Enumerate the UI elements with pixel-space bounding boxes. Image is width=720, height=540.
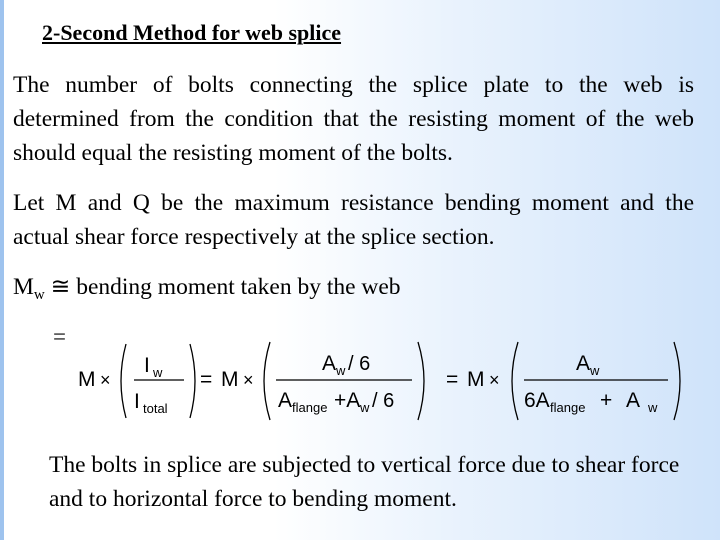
formula-slash-six-2: / 6 bbox=[372, 390, 395, 412]
mw-subscript: w bbox=[33, 287, 45, 303]
formula-plus-3: + bbox=[600, 389, 613, 412]
slide-left-border bbox=[0, 0, 4, 540]
formula-sub-flange-3: flange bbox=[550, 400, 586, 415]
paragraph-bolt-forces: The bolts in splice are subjected to vertical force due to shear force and to horizontal force to bending moment. bbox=[49, 452, 680, 512]
formula-i-den: I bbox=[134, 390, 140, 413]
formula-sub-w-5: w bbox=[648, 400, 658, 415]
formula-sub-w-3: w bbox=[360, 400, 370, 415]
paragraph-moment-shear: Let M and Q be the maximum resistance bending moment and the actual shear force respectively at the splice section. bbox=[13, 190, 694, 250]
formula-paren-right-3 bbox=[674, 342, 680, 420]
mw-description: bending moment taken by the web bbox=[76, 274, 401, 300]
formula-a-den-3: A bbox=[626, 389, 641, 412]
formula-m-2: M bbox=[221, 368, 239, 391]
formula-sub-flange-2: flange bbox=[292, 400, 328, 415]
formula-paren-right-2 bbox=[418, 342, 424, 420]
mw-symbol: M bbox=[13, 274, 34, 300]
formula-equals-2: = bbox=[446, 368, 459, 391]
formula-times-1: × bbox=[100, 370, 111, 390]
equals-sign: = bbox=[53, 324, 66, 349]
formula-slash-six-1: / 6 bbox=[348, 353, 371, 375]
formula-a-den-flange-2: A bbox=[278, 389, 293, 412]
slide-title: 2-Second Method for web splice bbox=[42, 20, 342, 45]
formula-paren-left-3 bbox=[512, 342, 518, 420]
formula-paren-right-1 bbox=[190, 344, 195, 418]
web-moment-formula bbox=[70, 338, 695, 424]
formula-plus-a-2: +A bbox=[334, 389, 361, 412]
formula-times-3: × bbox=[489, 370, 500, 390]
formula-paren-left-2 bbox=[264, 342, 270, 420]
web-moment-definition bbox=[13, 270, 401, 312]
formula-sub-w-4: w bbox=[590, 363, 600, 378]
formula-six-a: 6A bbox=[524, 389, 550, 412]
formula-m-1: M bbox=[78, 368, 96, 391]
formula-sub-w-1: w bbox=[153, 365, 163, 380]
approx-equal-symbol: ≅ bbox=[50, 274, 71, 300]
formula-a-num-2: A bbox=[322, 352, 337, 375]
formula-i-num: I bbox=[144, 354, 150, 377]
formula-sub-w-2: w bbox=[336, 363, 346, 378]
formula-m-3: M bbox=[467, 368, 485, 391]
formula-times-2: × bbox=[243, 370, 254, 390]
formula-equals-1: = bbox=[200, 368, 213, 391]
formula-paren-left-1 bbox=[121, 344, 126, 418]
formula-a-num-3: A bbox=[576, 352, 591, 375]
paragraph-bolt-count: The number of bolts connecting the splice plate to the web is determined from the condition that the resisting moment of the web should equal the resisting moment of the bolts. bbox=[13, 72, 694, 166]
formula-sub-total: total bbox=[143, 401, 168, 416]
